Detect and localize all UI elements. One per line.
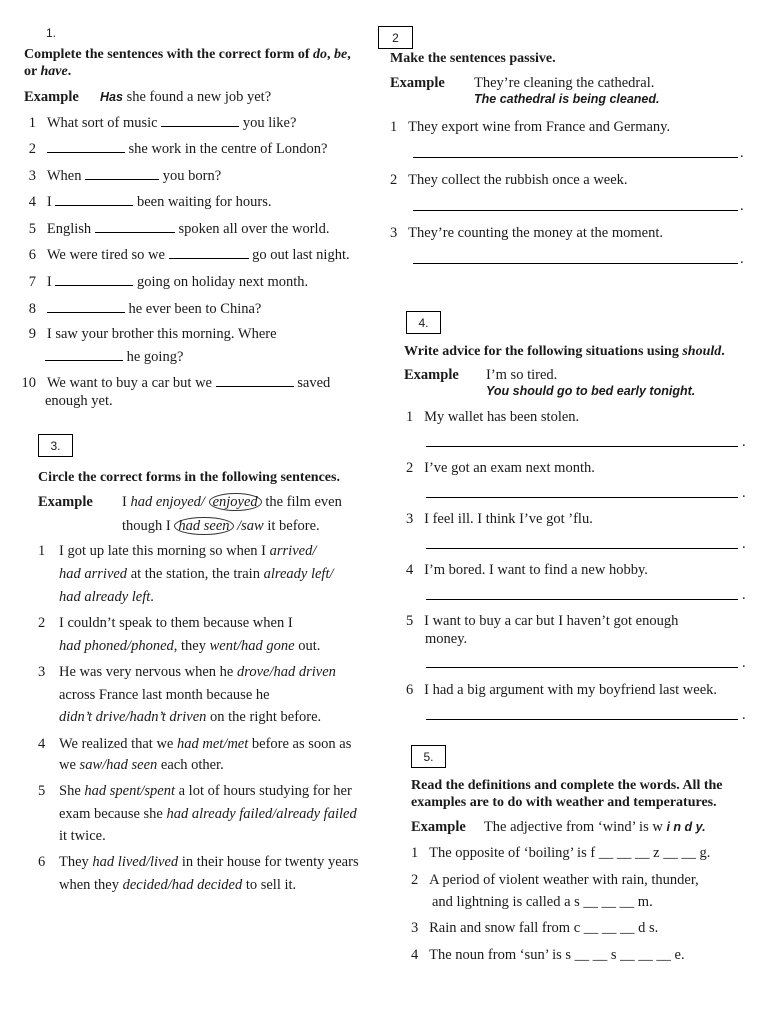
item-text: I saw your brother this morning. Where <box>46 326 277 342</box>
text: exam because she <box>59 806 167 822</box>
item-text: been waiting for hours. <box>133 194 272 210</box>
item-line <box>59 853 359 871</box>
text: on the right before. <box>206 709 322 725</box>
period: . <box>742 485 746 501</box>
text: each other. <box>157 757 224 773</box>
answer-blank[interactable] <box>95 220 175 233</box>
answer-line[interactable] <box>413 157 738 158</box>
text: We realized that we <box>59 736 177 752</box>
question-4-4 <box>406 561 648 579</box>
item-number: 1 <box>38 543 46 559</box>
text: at the station, the train <box>127 566 264 582</box>
question-5-2 <box>411 871 699 889</box>
question-1-2 <box>24 140 327 158</box>
item-text: They’re counting the money at the moment. <box>408 225 664 241</box>
item-text: I’m bored. I want to find a new hobby. <box>424 562 648 578</box>
period: . <box>742 434 746 450</box>
text: She <box>59 783 85 799</box>
section-instructions: Circle the correct forms in the following sentences. <box>38 470 340 485</box>
item-number: 3 <box>406 511 414 527</box>
item-number: 5 <box>28 221 36 237</box>
item-number: 5 <box>406 613 414 629</box>
answer-blank[interactable] <box>55 193 133 206</box>
answer-blank[interactable] <box>216 374 294 387</box>
answer-blank[interactable] <box>45 348 123 361</box>
question-2-2 <box>390 171 628 189</box>
example-line-1 <box>122 493 342 511</box>
item-text[interactable]: The noun from ‘sun’ is s __ __ s __ __ __ e. <box>429 947 685 963</box>
question-5-3 <box>411 919 658 937</box>
question-1-6 <box>24 246 350 264</box>
option[interactable]: decided/had decided <box>122 877 243 893</box>
text: before as soon as <box>248 736 352 752</box>
period: . <box>742 655 746 671</box>
answer-blank[interactable] <box>169 246 249 259</box>
item-text: I <box>46 274 56 290</box>
section-instructions <box>404 343 725 360</box>
item-number: 2 <box>28 141 36 157</box>
item-text: My wallet has been stolen. <box>424 409 580 425</box>
item-text: spoken all over the world. <box>174 221 330 237</box>
item-text: you born? <box>159 168 222 184</box>
option[interactable]: had spent/spent <box>84 783 175 799</box>
item-line <box>59 708 321 726</box>
answer-line[interactable] <box>426 719 738 720</box>
question-4-3 <box>406 510 593 528</box>
item-text: When <box>46 168 86 184</box>
question-2-1 <box>390 118 670 136</box>
item-number: 3 <box>28 168 36 184</box>
example-text: The adjective from ‘wind’ is w <box>483 819 667 835</box>
example-label: Example <box>411 819 466 835</box>
item-number: 2 <box>390 172 398 188</box>
item-text: What sort of music <box>46 115 162 131</box>
item-number: 3 <box>411 920 419 936</box>
example <box>24 88 271 106</box>
item-number: 7 <box>28 274 36 290</box>
item-line <box>59 782 352 800</box>
text: . <box>150 589 154 605</box>
answer-line[interactable] <box>413 210 738 211</box>
text: He was very nervous when he <box>59 664 237 680</box>
section-instructions-line-1: Read the definitions and complete the words. All the <box>411 778 723 793</box>
question-1-9-cont <box>45 348 183 366</box>
example <box>411 818 706 836</box>
item-text[interactable]: The opposite of ‘boiling’ is f __ __ __ z __ __ g. <box>429 845 711 861</box>
answer-blank[interactable] <box>161 114 239 127</box>
item-line: it twice. <box>59 828 106 844</box>
text: the film even <box>261 494 342 510</box>
item-number: 6 <box>406 682 414 698</box>
item-text: he going? <box>123 349 184 365</box>
item-line <box>59 876 296 894</box>
option[interactable]: had arrived <box>59 566 128 582</box>
question-1-3 <box>24 167 221 185</box>
item-line <box>59 756 224 774</box>
item-number: 4 <box>411 947 419 963</box>
item-line <box>59 542 316 560</box>
option: had enjoyed/ <box>130 494 209 510</box>
item-text: We want to buy a car but we <box>46 375 216 391</box>
item-text: A period of violent weather with rain, thunder, <box>429 872 699 888</box>
example-label <box>38 493 93 511</box>
item-number: 4 <box>406 562 414 578</box>
instr-text: . <box>67 64 72 79</box>
question-1-4 <box>24 193 271 211</box>
instr-word: do <box>312 47 327 62</box>
option[interactable]: didn’t drive/hadn’t driven <box>59 709 207 725</box>
instr-text: , <box>347 47 351 62</box>
question-5-1 <box>411 844 710 862</box>
instr-word: have <box>40 64 68 79</box>
question-1-1 <box>24 114 296 132</box>
example-text: she found a new job yet? <box>122 89 272 105</box>
example-label: Example <box>24 89 79 105</box>
question-4-6 <box>406 681 717 699</box>
question-4-2 <box>406 459 595 477</box>
item-text: saved <box>293 375 331 391</box>
section-instructions-line-2: examples are to do with weather and temperatures. <box>411 795 717 810</box>
example-text: I’m so tired. <box>486 367 558 383</box>
instr-text: Complete the sentences with the correct form of <box>24 47 313 62</box>
item-number: 5 <box>38 783 46 799</box>
item-number: 2 <box>38 615 46 631</box>
item-text: I want to buy a car but I haven’t got enough <box>424 613 679 629</box>
period: . <box>740 198 744 214</box>
text: it before. <box>263 518 320 534</box>
example <box>390 74 445 92</box>
item-text: I had a big argument with my boyfriend last week. <box>424 682 718 698</box>
item-number: 1 <box>411 845 419 861</box>
example-label: Example <box>38 494 93 510</box>
item-number: 1 <box>28 115 36 131</box>
question-4-1 <box>406 408 579 426</box>
section-instructions <box>24 46 351 80</box>
answer-line[interactable] <box>413 263 738 264</box>
answer-line[interactable] <box>426 599 738 600</box>
question-1-5 <box>24 220 329 238</box>
example-answer: You should go to bed early tonight. <box>486 384 696 398</box>
example-answer: i n d y. <box>666 820 706 834</box>
item-line <box>59 735 351 753</box>
item-text: We were tired so we <box>46 247 169 263</box>
item-text: going on holiday next month. <box>133 274 309 290</box>
text: to sell it. <box>242 877 297 893</box>
text: I got up late this morning so when I <box>59 543 270 559</box>
answer-line[interactable] <box>426 497 738 498</box>
item-number: 3 <box>38 664 46 680</box>
item-number: 4 <box>28 194 36 210</box>
item-line <box>59 637 320 655</box>
item-text: she work in the centre of London? <box>124 141 328 157</box>
answer-blank[interactable] <box>47 140 125 153</box>
section-number-box: 5. <box>411 745 446 768</box>
question-2-3 <box>390 224 663 242</box>
item-line <box>59 565 334 583</box>
item-line: across France last month because he <box>59 687 270 703</box>
example-label <box>404 366 459 384</box>
item-number: 3 <box>390 225 398 241</box>
option[interactable]: had already left <box>59 589 151 605</box>
period: . <box>740 145 744 161</box>
question-5-4 <box>411 946 685 964</box>
example-answer: Has <box>100 90 123 104</box>
question-1-7 <box>24 273 308 291</box>
item-number: 1 <box>406 409 414 425</box>
question-4-5-cont: money. <box>425 631 468 647</box>
answer-blank[interactable] <box>47 300 125 313</box>
item-number: 6 <box>28 247 36 263</box>
item-number: 8 <box>28 301 36 317</box>
example-label: Example <box>390 75 445 91</box>
section-number-box: 4. <box>406 311 441 334</box>
example-answer: The cathedral is being cleaned. <box>474 92 660 106</box>
item-text[interactable]: Rain and snow fall from c __ __ __ d s. <box>429 920 659 936</box>
option[interactable]: drove/had driven <box>236 664 336 680</box>
item-line <box>59 805 357 823</box>
circled-option: enjoyed <box>209 493 262 511</box>
text: They <box>59 854 93 870</box>
text: though I <box>122 518 175 534</box>
option[interactable]: had met/met <box>177 736 249 752</box>
item-number: 1 <box>390 119 398 135</box>
question-1-9 <box>24 325 277 343</box>
text: I <box>122 494 131 510</box>
period: . <box>742 536 746 552</box>
option[interactable]: had already failed/already failed <box>166 806 357 822</box>
item-text: I’ve got an exam next month. <box>424 460 595 476</box>
answer-line[interactable] <box>426 667 738 668</box>
item-number: 2 <box>406 460 414 476</box>
answer-blank[interactable] <box>55 273 133 286</box>
question-4-5 <box>406 612 678 630</box>
instr-text: Write advice for the following situations using <box>404 344 683 359</box>
item-line: I couldn’t speak to them because when I <box>59 615 293 631</box>
text: in their house for twenty years <box>178 854 359 870</box>
item-text: They collect the rubbish once a week. <box>408 172 628 188</box>
instr-word: be <box>333 47 348 62</box>
circled-option: had seen <box>174 517 233 535</box>
item-number: 6 <box>38 854 46 870</box>
instr-text: . <box>721 344 725 359</box>
item-text: I feel ill. I think I’ve got ’flu. <box>424 511 593 527</box>
section-number-box: 2 <box>378 26 413 49</box>
option[interactable]: already left/ <box>263 566 334 582</box>
section-number-box: 3. <box>38 434 73 457</box>
item-number: 9 <box>28 326 36 342</box>
instr-word: should <box>682 344 722 359</box>
option[interactable]: went/had gone <box>209 638 295 654</box>
section-instructions: Make the sentences passive. <box>390 51 556 66</box>
text: a lot of hours studying for her <box>175 783 352 799</box>
question-1-8 <box>24 300 261 318</box>
text: we <box>59 757 80 773</box>
option[interactable]: arrived/ <box>269 543 317 559</box>
example-text: They’re cleaning the cathedral. <box>474 75 655 91</box>
item-text: you like? <box>239 115 297 131</box>
item-text: I <box>46 194 56 210</box>
option: /saw <box>233 518 264 534</box>
text: , they <box>173 638 210 654</box>
example-line-2 <box>122 517 320 535</box>
question-1-10-cont: enough yet. <box>45 393 113 409</box>
item-text: English <box>46 221 95 237</box>
text: out. <box>294 638 321 654</box>
answer-line[interactable] <box>426 446 738 447</box>
answer-blank[interactable] <box>85 167 159 180</box>
option[interactable]: had lived/lived <box>92 854 179 870</box>
period: . <box>740 251 744 267</box>
item-text: he ever been to China? <box>124 301 262 317</box>
question-5-2-cont[interactable]: and lightning is called a s __ __ __ m. <box>432 894 653 910</box>
period: . <box>742 587 746 603</box>
question-1-10 <box>16 374 330 392</box>
item-line <box>59 663 336 681</box>
instr-text: , <box>326 47 334 62</box>
item-number: 4 <box>38 736 46 752</box>
option[interactable]: had phoned/phoned <box>59 638 174 654</box>
instr-text: or <box>24 64 41 79</box>
item-number: 2 <box>411 872 419 888</box>
period: . <box>742 707 746 723</box>
example-label: Example <box>404 367 459 383</box>
text: when they <box>59 877 123 893</box>
item-line <box>59 588 154 606</box>
item-text: They export wine from France and Germany. <box>408 119 671 135</box>
option[interactable]: saw/had seen <box>79 757 158 773</box>
item-number: 10 <box>21 375 36 391</box>
section-number: 1. <box>46 26 57 40</box>
item-text: go out last night. <box>248 247 350 263</box>
answer-line[interactable] <box>426 548 738 549</box>
